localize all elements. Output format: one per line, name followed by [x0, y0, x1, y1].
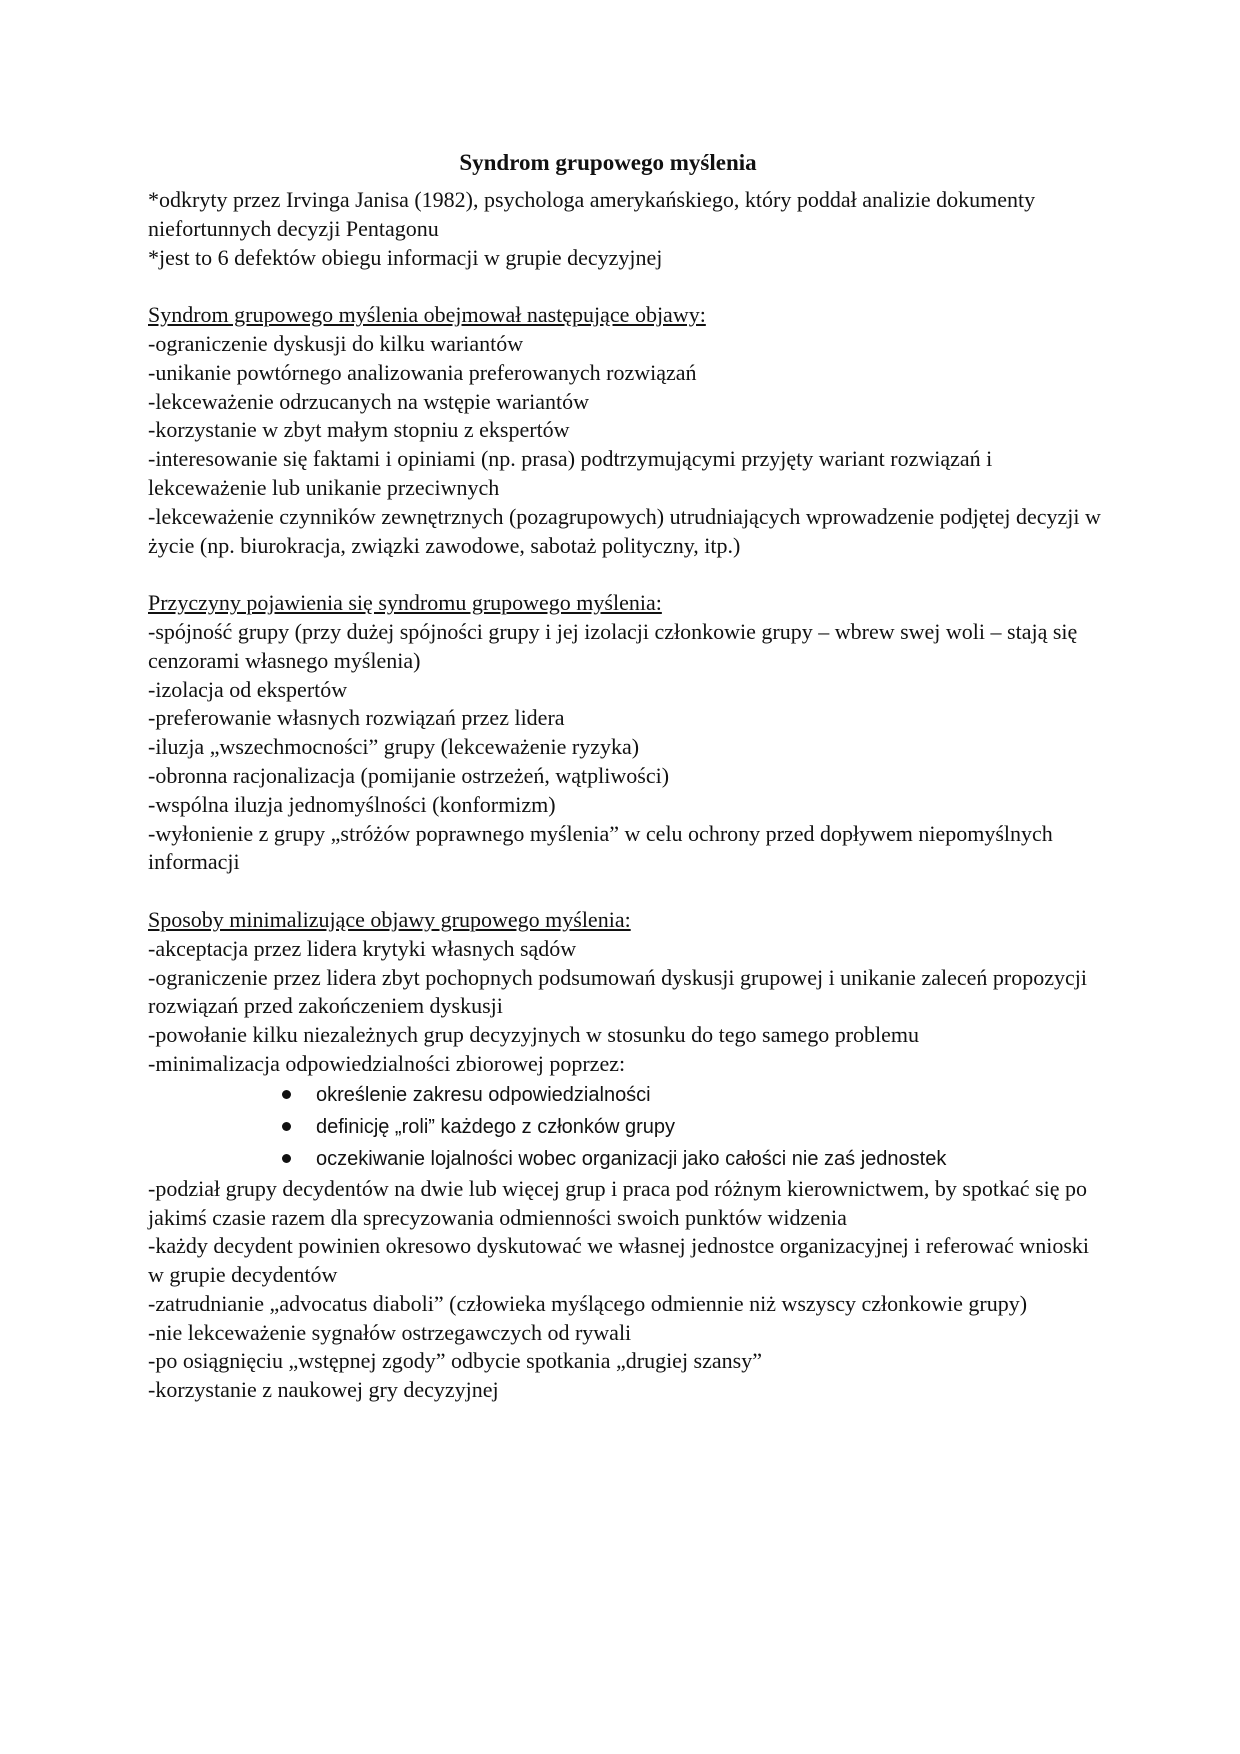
remedy-item: -zatrudnianie „advocatus diaboli” (człowieka myślącego odmiennie niż wszyscy członkowie grupy) [148, 1290, 1028, 1316]
remedy-item: -minimalizacja odpowiedzialności zbiorowej poprzez: [148, 1050, 626, 1076]
cause-item: -iluzja „wszechmocności” grupy (lekceważenie ryzyka) [148, 734, 640, 760]
remedy-item: -po osiągnięciu „wstępnej zgody” odbycie spotkania „drugiej szansy” [148, 1348, 762, 1374]
cause-item: -obronna racjonalizacja (pomijanie ostrzeżeń, wątpliwości) [148, 762, 670, 788]
spacer [148, 877, 1108, 906]
remedy-item: -każdy decydent powinien okresowo dyskutować we własnej jednostce organizacyjnej i referować wnioski w grupie decydentów [148, 1233, 1090, 1288]
bullet-icon [282, 1154, 291, 1163]
section-heading-remedies: Sposoby minimalizujące objawy grupowego myślenia: [148, 906, 631, 932]
bullet-text: oczekiwanie lojalności wobec organizacji jako całości nie zaś jednostek [316, 1147, 947, 1170]
cause-item: -izolacja od ekspertów [148, 676, 348, 702]
section-heading-causes: Przyczyny pojawienia się syndromu grupowego myślenia: [148, 590, 662, 616]
bullet-text: definicję „roli” każdego z członków grupy [316, 1115, 676, 1138]
cause-item: -preferowanie własnych rozwiązań przez lidera [148, 705, 565, 731]
symptom-item: -ograniczenie dyskusji do kilku wariantów [148, 330, 524, 356]
remedy-item: -akceptacja przez lidera krytyki własnych sądów [148, 935, 577, 961]
remedy-item: -powołanie kilku niezależnych grup decyzyjnych w stosunku do tego samego problemu [148, 1022, 920, 1048]
spacer [148, 272, 1108, 301]
responsibility-bullet-list [148, 1079, 1108, 1175]
intro-line-2: *jest to 6 defektów obiegu informacji w grupie decyzyjnej [148, 244, 663, 270]
intro-line-1: *odkryty przez Irvinga Janisa (1982), psychologa amerykańskiego, który poddał analizie dokumenty niefortunnych decyzji Pentagonu [148, 187, 1036, 241]
bullet-icon [282, 1090, 291, 1099]
bullet-item [280, 1143, 1108, 1175]
symptom-item: -korzystanie w zbyt małym stopniu z ekspertów [148, 417, 570, 443]
symptom-item: -lekceważenie odrzucanych na wstępie wariantów [148, 388, 589, 414]
cause-item: -wyłonienie z grupy „stróżów poprawnego myślenia” w celu ochrony przed dopływem niepomyślnych informacji [148, 820, 1053, 875]
cause-item: -spójność grupy (przy dużej spójności grupy i jej izolacji członkowie grupy – wbrew swej woli – stają się cenzorami własnego myślenia) [148, 618, 1078, 673]
symptom-item: -unikanie powtórnego analizowania preferowanych rozwiązań [148, 359, 697, 385]
document-page [148, 148, 1108, 1405]
bullet-item [280, 1079, 1108, 1111]
bullet-item [280, 1111, 1108, 1143]
spacer [148, 560, 1108, 589]
bullet-icon [282, 1122, 291, 1131]
symptom-item: -lekceważenie czynników zewnętrznych (pozagrupowych) utrudniających wprowadzenie podjętej decyzji w życie (np. biurokracja, związki zawodowe, sabotaż polityczny, itp.) [148, 503, 1101, 558]
remedy-item: -nie lekceważenie sygnałów ostrzegawczych od rywali [148, 1319, 632, 1345]
document-title: Syndrom grupowego myślenia [459, 150, 757, 175]
symptom-item: -interesowanie się faktami i opiniami (np. prasa) podtrzymującymi przyjęty wariant rozwiązań i lekceważenie lub unikanie przeciwnych [148, 446, 993, 500]
section-heading-symptoms: Syndrom grupowego myślenia obejmował następujące objawy: [148, 302, 706, 328]
remedy-item: -korzystanie z naukowej gry decyzyjnej [148, 1377, 499, 1403]
bullet-text: określenie zakresu odpowiedzialności [316, 1083, 651, 1106]
remedy-item: -ograniczenie przez lidera zbyt pochopnych podsumowań dyskusji grupowej i unikanie zaleceń propozycji rozwiązań przed zakończeniem dyskusji [148, 964, 1087, 1019]
remedy-item: -podział grupy decydentów na dwie lub więcej grup i praca pod różnym kierownictwem, by spotkać się po jakimś czasie razem dla sprecyzowania odmienności swoich punktów widzenia [148, 1175, 1087, 1230]
cause-item: -wspólna iluzja jednomyślności (konformizm) [148, 791, 556, 817]
